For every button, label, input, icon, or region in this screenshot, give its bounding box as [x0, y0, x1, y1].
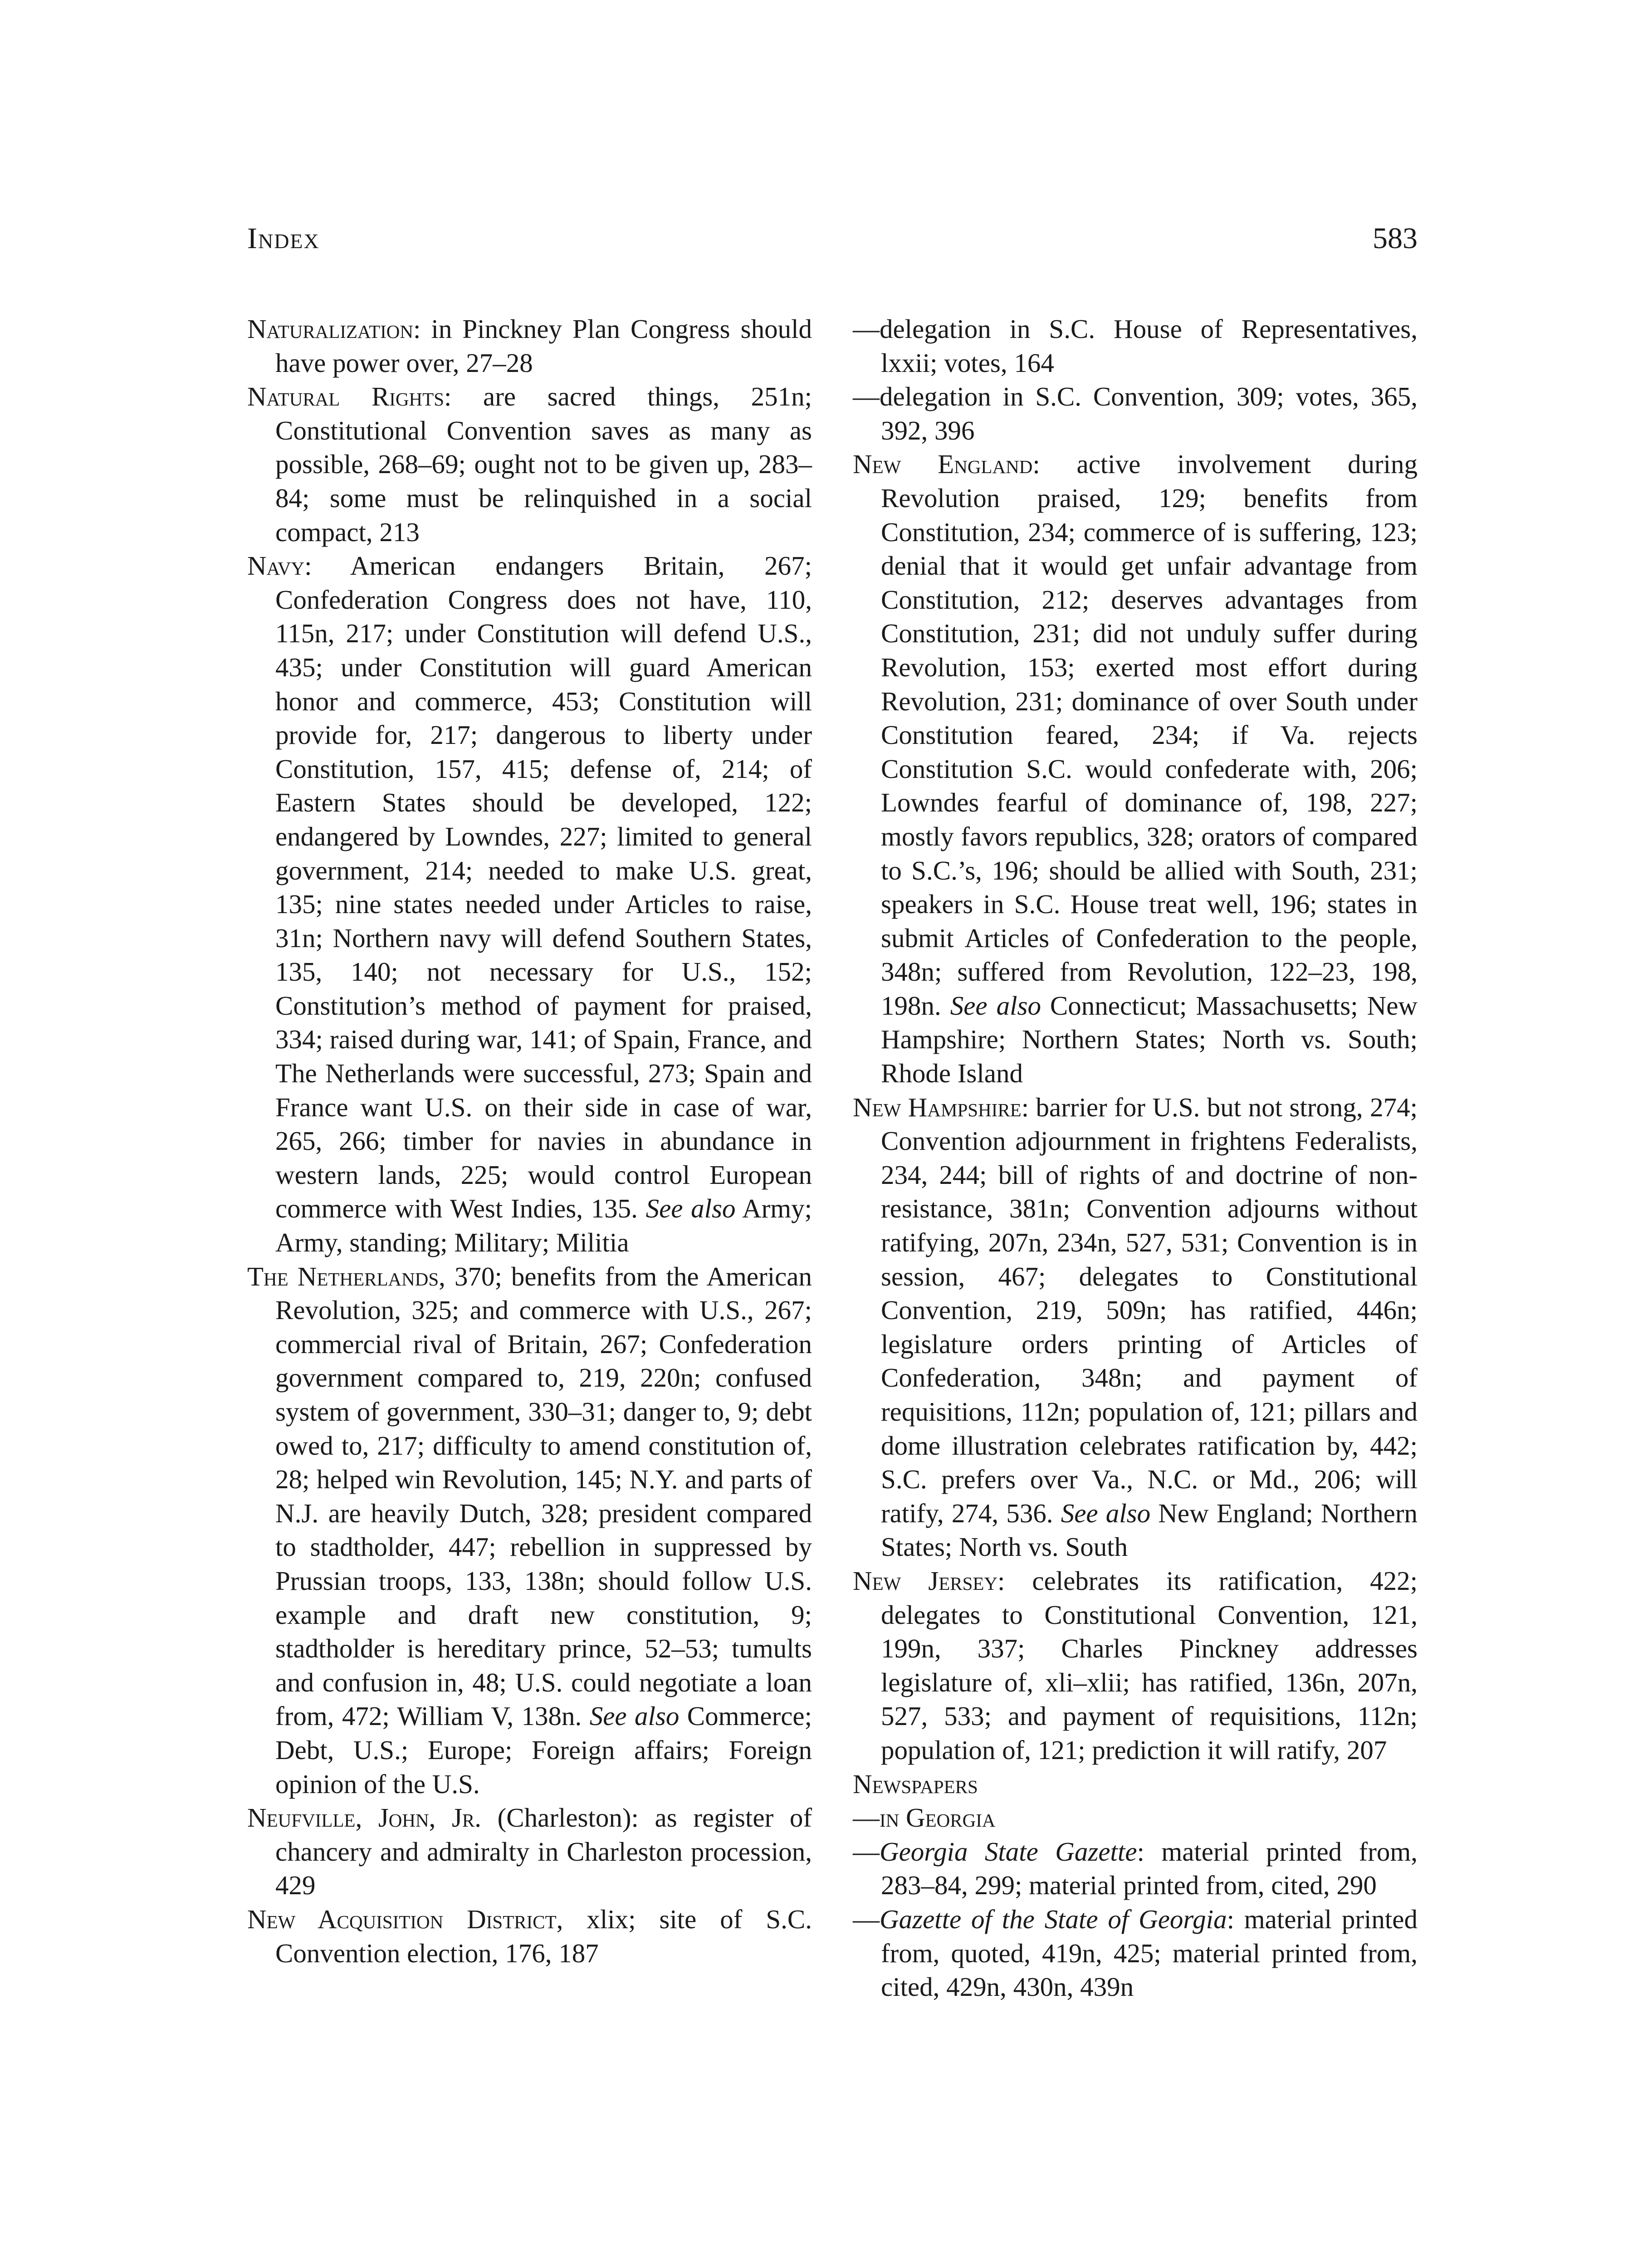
entry-head: Naturalization — [247, 314, 414, 344]
see-also-refs: Connecticut; Massachusetts; New Hampshire; Northern States; North vs. South; Rhode Island — [881, 990, 1418, 1089]
index-entry — [247, 1260, 812, 1801]
entry-text: , xlix; site of S.C. Convention election, 176, 187 — [275, 1904, 812, 1968]
entry-text: : celebrates its ratification, 422; delegates to Constitutional Convention, 121, 199n, 337; Charles Pinckney addresses legislature of, xli–xlii; has ratified, 136n, 207n, 527, 533; and payment of requisitions, 112n; population of, 121; prediction it will ratify, 207 — [881, 1565, 1418, 1765]
page-number: 583 — [1373, 222, 1418, 255]
entry-text: : material printed from, quoted, 419n, 425; material printed from, cited, 429n, 430n, 439n — [881, 1904, 1418, 2002]
entry-text: : in Pinckney Plan Congress should have power over, 27–28 — [275, 314, 812, 378]
index-subentry — [853, 1835, 1418, 1902]
newspaper-title: Gazette of the State of Georgia — [880, 1904, 1227, 1934]
see-also-refs: New England; Northern States; North vs. South — [881, 1498, 1418, 1562]
index-entry — [247, 380, 812, 549]
entry-head: New Hampshire — [853, 1092, 1022, 1122]
see-also: See also — [1061, 1498, 1151, 1528]
entry-text: : active involvement during Revolution praised, 129; benefits from Constitution, 234; commerce of is suffering, 123; denial that it would get unfair advantage from Constitution, 212; deserves advantages from Constitution, 231; did not unduly suffer during Revolution, 153; exerted most effort during Revolution, 231; dominance of over South under Constitution feared, 234; if Va. rejects Constitution S.C. would confederate with, 206; Lowndes fearful of dominance of, 198, 227; mostly favors republics, 328; orators of compared to S.C.’s, 196; should be allied with South, 231; speakers in S.C. House treat well, 196; states in submit Articles of Confederation to the people, 348n; suffered from Revolution, 122–23, 198, 198n. — [881, 449, 1418, 1021]
index-entry — [853, 1090, 1418, 1564]
index-column-right — [853, 312, 1418, 2004]
entry-text: : American endangers Britain, 267; Confederation Congress does not have, 110, 115n, 217; under Constitution will defend U.S., 435; under Constitution will guard American honor and commerce, 453; Constitution will provide for, 217; dangerous to liberty under Constitution, 157, 415; defense of, 214; of Eastern States should be developed, 122; endangered by Lowndes, 227; limited to general government, 214; needed to make U.S. great, 135; nine states needed under Articles to raise, 31n; Northern navy will defend Southern States, 135, 140; not necessary for U.S., 152; Constitution’s method of payment for praised, 334; raised during war, 141; of Spain, France, and The Netherlands were successful, 273; Spain and France want U.S. on their side in case of war, 265, 266; timber for navies in abundance in western lands, 225; would control European commerce with West Indies, 135. — [275, 551, 812, 1224]
newspaper-title: Georgia State Gazette — [880, 1836, 1137, 1867]
see-also: See also — [950, 990, 1041, 1021]
entry-text: : material printed from, 283–84, 299; material printed from, cited, 290 — [881, 1836, 1418, 1901]
entry-prefix: — — [853, 1836, 880, 1867]
index-entry — [247, 549, 812, 1259]
index-entry — [247, 1801, 812, 1902]
running-head-title: Index — [247, 222, 320, 255]
index-subentry — [853, 1801, 1418, 1835]
entry-head: The Netherlands — [247, 1261, 439, 1291]
entry-text: —delegation in S.C. House of Representatives, lxxii; votes, 164 — [853, 314, 1418, 378]
entry-head: Natural Rights — [247, 381, 445, 412]
entry-prefix: — — [853, 1904, 880, 1934]
entry-text: —delegation in S.C. Convention, 309; votes, 365, 392, 396 — [853, 381, 1418, 445]
index-subentry — [853, 380, 1418, 447]
index-entry — [853, 1564, 1418, 1767]
see-also-refs: Army; Army, standing; Military; Militia — [275, 1193, 812, 1258]
see-also-refs: Commerce; Debt, U.S.; Europe; Foreign affairs; Foreign opinion of the U.S. — [275, 1701, 812, 1799]
index-entry — [247, 1902, 812, 1970]
index-column-left — [247, 312, 812, 1970]
index-subentry — [853, 1902, 1418, 2004]
entry-head: New England — [853, 449, 1033, 479]
entry-head: Navy — [247, 551, 305, 581]
index-entry — [853, 1767, 1418, 1801]
entry-prefix: — — [853, 1803, 880, 1833]
entry-text: : are sacred things, 251n; Constitutional Convention saves as many as possible, 268–69; ought not to be given up, 283–84; some must be relinquished in a social compact, 213 — [275, 381, 812, 547]
see-also: See also — [645, 1193, 736, 1224]
see-also: See also — [589, 1701, 680, 1731]
entry-head: New Jersey — [853, 1565, 998, 1596]
index-entry — [853, 447, 1418, 1090]
entry-head: New Acquisition District — [247, 1904, 557, 1934]
entry-head: in Georgia — [880, 1803, 996, 1833]
index-subentry — [853, 312, 1418, 380]
entry-head: Newspapers — [853, 1769, 978, 1799]
entry-text: : barrier for U.S. but not strong, 274; Convention adjournment in frightens Federalists, 234, 244; bill of rights of and doctrine of non-resistance, 381n; Convention adjourns without ratifying, 207n, 234n, 527, 531; Convention is in session, 467; delegates to Constitutional Convention, 219, 509n; has ratified, 446n; legislature orders printing of Articles of Confederation, 348n; and payment of requisitions, 112n; population of, 121; pillars and dome illustration celebrates ratification by, 442; S.C. prefers over Va., N.C. or Md., 206; will ratify, 274, 536. — [881, 1092, 1418, 1528]
entry-text: , 370; benefits from the American Revolution, 325; and commerce with U.S., 267; commercial rival of Britain, 267; Confederation government compared to, 219, 220n; confused system of government, 330–31; danger to, 9; debt owed to, 217; difficulty to amend constitution of, 28; helped win Revolution, 145; N.Y. and parts of N.J. are heavily Dutch, 328; president compared to stadtholder, 447; rebellion in suppressed by Prussian troops, 133, 138n; should follow U.S. example and draft new constitution, 9; stadtholder is hereditary prince, 52–53; tumults and confusion in, 48; U.S. could negotiate a loan from, 472; William V, 138n. — [275, 1261, 812, 1731]
index-entry — [247, 312, 812, 380]
running-header — [247, 221, 1418, 271]
entry-text: (Charleston): as register of chancery and admiralty in Charleston procession, 429 — [275, 1803, 812, 1901]
entry-head: Neufville, John, Jr. — [247, 1803, 482, 1833]
